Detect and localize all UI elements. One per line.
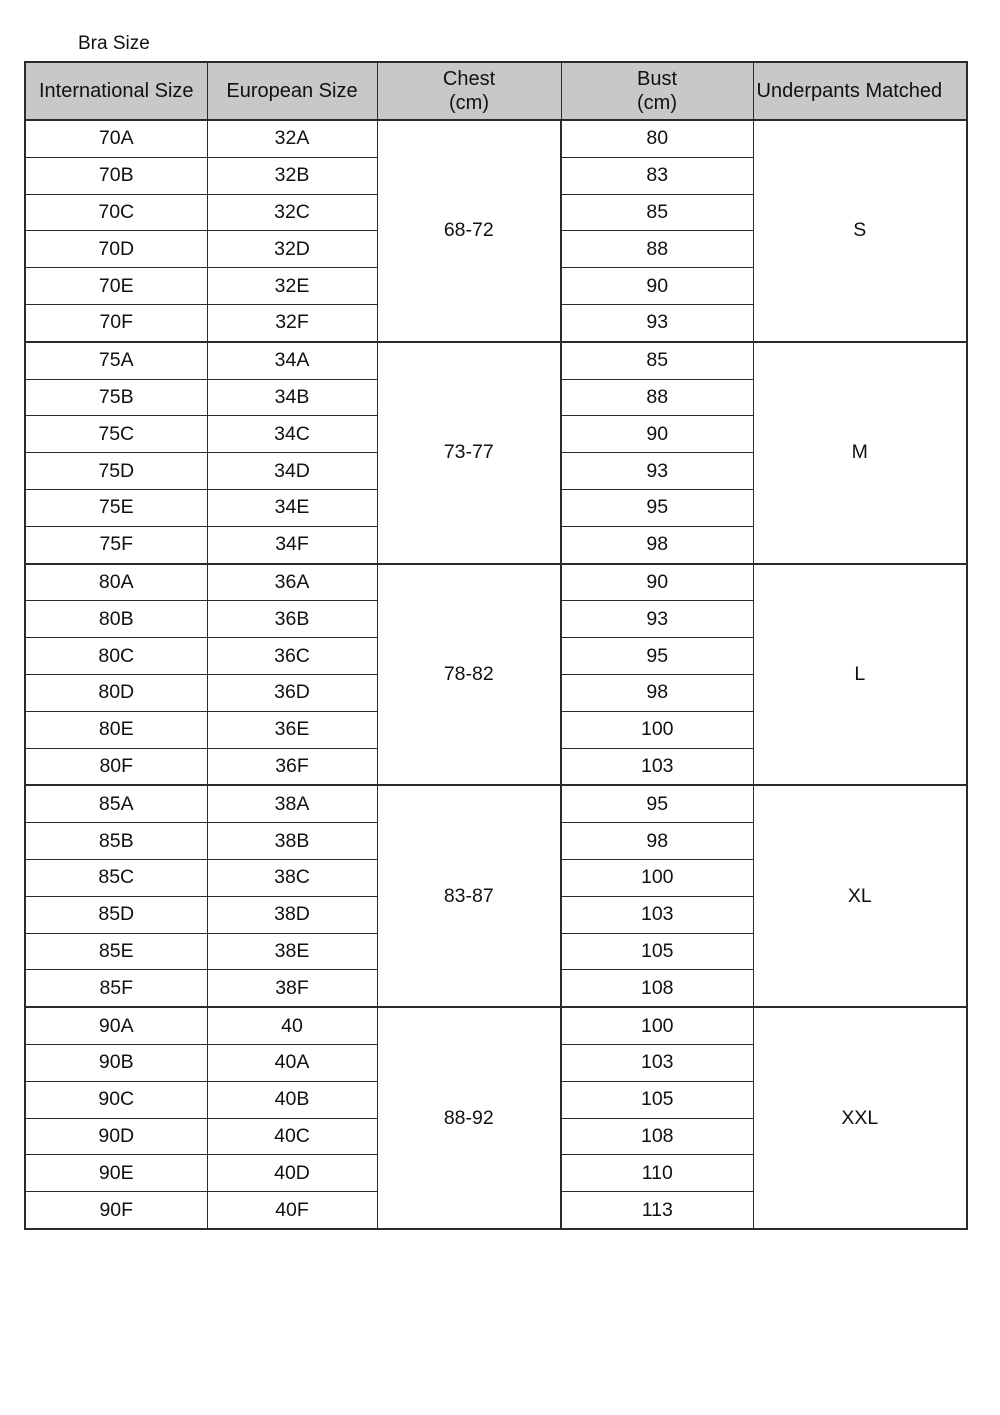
header-chest-unit: (cm) — [449, 92, 489, 114]
bust-cell: 83 — [561, 157, 753, 194]
header-row — [25, 62, 967, 120]
international-size-cell: 85D — [25, 896, 207, 933]
international-size-cell: 85B — [25, 823, 207, 860]
bust-cell: 90 — [561, 416, 753, 453]
european-size-cell: 32A — [207, 120, 377, 157]
international-size-cell: 85E — [25, 933, 207, 970]
european-size-cell: 40 — [207, 1007, 377, 1044]
bust-cell: 95 — [561, 785, 753, 822]
international-size-cell: 75F — [25, 526, 207, 563]
international-size-cell: 80F — [25, 748, 207, 785]
european-size-cell: 40B — [207, 1081, 377, 1118]
bust-cell: 93 — [561, 453, 753, 490]
chest-range-cell: 68-72 — [377, 120, 561, 342]
bust-cell: 80 — [561, 120, 753, 157]
international-size-cell: 80C — [25, 638, 207, 675]
international-size-cell: 80E — [25, 711, 207, 748]
bust-cell: 108 — [561, 970, 753, 1007]
international-size-cell: 75E — [25, 489, 207, 526]
header-bust — [561, 62, 753, 120]
international-size-cell: 90E — [25, 1155, 207, 1192]
european-size-cell: 32F — [207, 304, 377, 341]
european-size-cell: 32E — [207, 268, 377, 305]
international-size-cell: 70C — [25, 194, 207, 231]
chest-range-cell: 88-92 — [377, 1007, 561, 1229]
international-size-cell: 90F — [25, 1192, 207, 1229]
european-size-cell: 40A — [207, 1044, 377, 1081]
international-size-cell: 70A — [25, 120, 207, 157]
table-row — [25, 564, 967, 601]
european-size-cell: 38A — [207, 785, 377, 822]
international-size-cell: 75A — [25, 342, 207, 379]
bust-cell: 103 — [561, 748, 753, 785]
european-size-cell: 32B — [207, 157, 377, 194]
header-european-size: European Size — [207, 62, 377, 120]
bust-cell: 110 — [561, 1155, 753, 1192]
european-size-cell: 34D — [207, 453, 377, 490]
international-size-cell: 90B — [25, 1044, 207, 1081]
bra-size-table — [24, 61, 968, 1230]
table-row — [25, 785, 967, 822]
european-size-cell: 38E — [207, 933, 377, 970]
header-chest — [377, 62, 561, 120]
international-size-cell: 70D — [25, 231, 207, 268]
bust-cell: 103 — [561, 896, 753, 933]
table-row — [25, 120, 967, 157]
bust-cell: 105 — [561, 1081, 753, 1118]
european-size-cell: 36C — [207, 638, 377, 675]
european-size-cell: 36E — [207, 711, 377, 748]
bust-cell: 108 — [561, 1118, 753, 1155]
size-table-body — [25, 120, 967, 1229]
international-size-cell: 85A — [25, 785, 207, 822]
european-size-cell: 34C — [207, 416, 377, 453]
bust-cell: 88 — [561, 231, 753, 268]
european-size-cell: 38F — [207, 970, 377, 1007]
international-size-cell: 90A — [25, 1007, 207, 1044]
chest-range-cell: 78-82 — [377, 564, 561, 786]
bust-cell: 90 — [561, 564, 753, 601]
bust-cell: 98 — [561, 674, 753, 711]
european-size-cell: 34B — [207, 379, 377, 416]
european-size-cell: 34E — [207, 489, 377, 526]
bust-cell: 98 — [561, 526, 753, 563]
table-row — [25, 1007, 967, 1044]
bust-cell: 98 — [561, 823, 753, 860]
international-size-cell: 75B — [25, 379, 207, 416]
underpants-size-cell: XL — [753, 785, 967, 1007]
header-bust-unit: (cm) — [637, 92, 677, 114]
bust-cell: 105 — [561, 933, 753, 970]
european-size-cell: 32D — [207, 231, 377, 268]
bust-cell: 85 — [561, 342, 753, 379]
international-size-cell: 80D — [25, 674, 207, 711]
international-size-cell: 85C — [25, 859, 207, 896]
international-size-cell: 75D — [25, 453, 207, 490]
european-size-cell: 34A — [207, 342, 377, 379]
bust-cell: 95 — [561, 489, 753, 526]
underpants-size-cell: L — [753, 564, 967, 786]
european-size-cell: 40C — [207, 1118, 377, 1155]
bust-cell: 93 — [561, 601, 753, 638]
underpants-size-cell: XXL — [753, 1007, 967, 1229]
international-size-cell: 70F — [25, 304, 207, 341]
european-size-cell: 38D — [207, 896, 377, 933]
european-size-cell: 36B — [207, 601, 377, 638]
bust-cell: 88 — [561, 379, 753, 416]
header-chest-label: Chest — [442, 68, 496, 90]
european-size-cell: 38C — [207, 859, 377, 896]
european-size-cell: 36D — [207, 674, 377, 711]
header-underpants-matched: Underpants Matched — [753, 62, 967, 120]
international-size-cell: 85F — [25, 970, 207, 1007]
international-size-cell: 75C — [25, 416, 207, 453]
european-size-cell: 36F — [207, 748, 377, 785]
bust-cell: 93 — [561, 304, 753, 341]
underpants-size-cell: M — [753, 342, 967, 564]
international-size-cell: 90D — [25, 1118, 207, 1155]
european-size-cell: 34F — [207, 526, 377, 563]
bust-cell: 90 — [561, 268, 753, 305]
european-size-cell: 38B — [207, 823, 377, 860]
international-size-cell: 90C — [25, 1081, 207, 1118]
bust-cell: 103 — [561, 1044, 753, 1081]
bust-cell: 100 — [561, 1007, 753, 1044]
european-size-cell: 40D — [207, 1155, 377, 1192]
header-international-size: International Size — [25, 62, 207, 120]
bust-cell: 100 — [561, 859, 753, 896]
european-size-cell: 36A — [207, 564, 377, 601]
header-bust-label: Bust — [636, 68, 678, 90]
international-size-cell: 80B — [25, 601, 207, 638]
bust-cell: 100 — [561, 711, 753, 748]
european-size-cell: 40F — [207, 1192, 377, 1229]
bust-cell: 113 — [561, 1192, 753, 1229]
bust-cell: 95 — [561, 638, 753, 675]
international-size-cell: 70E — [25, 268, 207, 305]
european-size-cell: 32C — [207, 194, 377, 231]
table-row — [25, 342, 967, 379]
international-size-cell: 70B — [25, 157, 207, 194]
chest-range-cell: 73-77 — [377, 342, 561, 564]
international-size-cell: 80A — [25, 564, 207, 601]
underpants-size-cell: S — [753, 120, 967, 342]
bust-cell: 85 — [561, 194, 753, 231]
chest-range-cell: 83-87 — [377, 785, 561, 1007]
page-title: Bra Size — [78, 33, 150, 54]
